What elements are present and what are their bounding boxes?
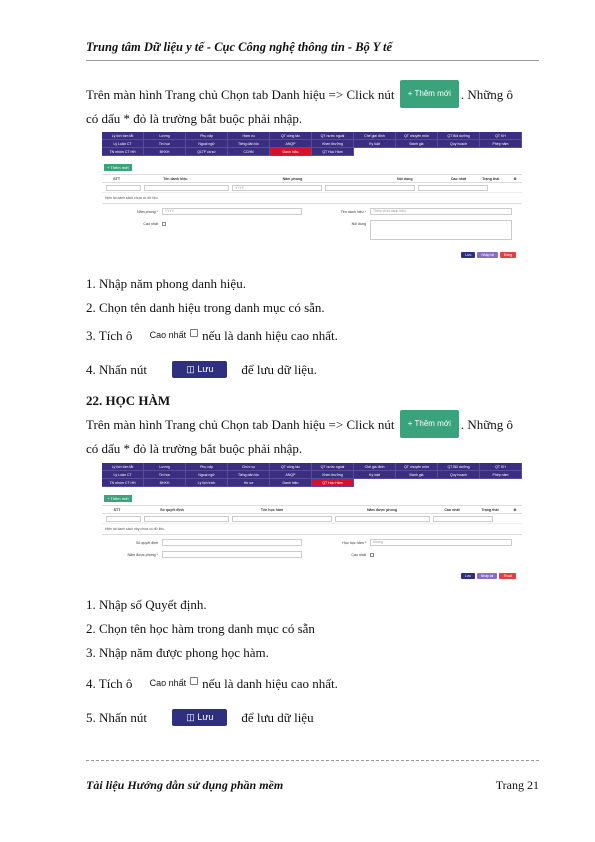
label-name: Tên danh hiệu * bbox=[340, 210, 366, 214]
column-header: Tên học hàm bbox=[260, 507, 284, 512]
tab-empty bbox=[480, 148, 522, 156]
empty-message: Hiện tại danh sách chưa có dữ liệu. bbox=[102, 193, 522, 204]
tab-0-4[interactable]: QT công tác bbox=[270, 132, 312, 140]
tab-0-4[interactable]: QT công tác bbox=[270, 463, 312, 471]
label-year: Năm phong * bbox=[137, 210, 158, 214]
save-button[interactable]: Lưu bbox=[461, 573, 475, 579]
table-header bbox=[102, 174, 522, 183]
column-header: Nội dung bbox=[397, 176, 413, 181]
tab-empty bbox=[396, 148, 438, 156]
year-input[interactable]: YYYY bbox=[162, 208, 302, 215]
tab-0-2[interactable]: Phụ cấp bbox=[186, 463, 228, 471]
filter-box[interactable] bbox=[325, 185, 415, 191]
screenshot-hoc-ham bbox=[102, 463, 522, 588]
tab-2-3[interactable]: CCHN bbox=[228, 148, 270, 156]
step-4-after: để lưu dữ liệu. bbox=[241, 362, 317, 377]
intro-text-after: . Những ô bbox=[460, 417, 514, 432]
form-area bbox=[102, 204, 522, 264]
footer-doc-title: Tài liệu Hướng dẫn sử dụng phần mềm bbox=[86, 778, 284, 792]
step-4-text: 4. Nhấn nút bbox=[86, 362, 148, 377]
tab-1-4[interactable]: ANQP bbox=[270, 140, 312, 148]
page-header: Trung tâm Dữ liệu y tế - Cục Công nghệ thông tin - Bộ Y tế bbox=[86, 40, 393, 54]
column-header: Tên danh hiệu bbox=[163, 176, 188, 181]
add-new-button[interactable]: + Thêm mới bbox=[400, 80, 459, 108]
tab-1-1[interactable]: Tin học bbox=[144, 140, 186, 148]
tab-0-9[interactable]: QT KH bbox=[480, 463, 522, 471]
tab-1-5[interactable]: Khen thưởng bbox=[312, 471, 354, 479]
label-highest: Cao nhất bbox=[351, 553, 366, 557]
content-textarea[interactable] bbox=[370, 220, 512, 240]
tab-empty bbox=[354, 479, 396, 487]
intro-text: Trên màn hình Trang chủ Chọn tab Danh hiệu => Click nút bbox=[86, 87, 395, 102]
filter-box[interactable] bbox=[144, 185, 229, 191]
highest-checkbox[interactable] bbox=[162, 222, 166, 226]
tab-1-3[interactable]: Tiếng dân tộc bbox=[228, 471, 270, 479]
mini-add-button[interactable]: + Thêm mới bbox=[104, 495, 132, 502]
empty-message: Hiện tại danh sách này chưa có dữ liệu. bbox=[102, 524, 522, 535]
table-filter-row bbox=[102, 514, 522, 524]
step-3 bbox=[86, 328, 338, 344]
step-3-after: nếu là danh hiệu cao nhất. bbox=[202, 328, 338, 343]
step-1: 1. Nhập năm phong danh hiệu. bbox=[86, 276, 246, 291]
name-select[interactable]: Thêm chọn danh hiệu bbox=[370, 208, 512, 215]
save-button[interactable] bbox=[172, 709, 227, 726]
table-filter-row bbox=[102, 183, 522, 193]
tab-1-0[interactable]: Lý Luận CT bbox=[102, 140, 144, 148]
tab-2-1[interactable]: BHXH bbox=[144, 148, 186, 156]
tab-1-1[interactable]: Tin học bbox=[144, 471, 186, 479]
tab-1-2[interactable]: Ngoại ngữ bbox=[186, 140, 228, 148]
form-actions bbox=[461, 252, 516, 258]
tab-0-9[interactable]: QT KH bbox=[480, 132, 522, 140]
page-number: Trang 21 bbox=[495, 778, 539, 792]
section2-intro bbox=[86, 410, 539, 460]
tab-0-6[interactable]: Chế gia đình bbox=[354, 463, 396, 471]
tab-navigation bbox=[102, 463, 522, 487]
tab-2-3[interactable]: Hồ sơ bbox=[228, 479, 270, 487]
tab-0-8[interactable]: QT BD dưỡng bbox=[438, 463, 480, 471]
tab-0-1[interactable]: Lương bbox=[144, 463, 186, 471]
tab-0-5[interactable]: QT nước ngoài bbox=[312, 132, 354, 140]
step-2: 2. Chọn tên danh hiệu trong danh mục có sẵn. bbox=[86, 300, 325, 315]
add-new-button[interactable]: + Thêm mới bbox=[400, 410, 459, 438]
step-2: 2. Chọn tên học hàm trong danh mục có sẵn bbox=[86, 621, 315, 636]
tab-0-7[interactable]: QT chuyên môn bbox=[396, 463, 438, 471]
column-header: Cao nhất bbox=[450, 176, 467, 181]
filter-box[interactable] bbox=[335, 516, 430, 522]
filter-box[interactable] bbox=[433, 516, 493, 522]
label-name: Học học hàm * bbox=[342, 541, 366, 545]
floppy-icon: ◫ bbox=[186, 364, 195, 374]
filter-box[interactable] bbox=[232, 516, 332, 522]
tab-1-4[interactable]: ANQP bbox=[270, 471, 312, 479]
step-3: 3. Nhập năm được phong học hàm. bbox=[86, 645, 269, 660]
tab-1-2[interactable]: Ngoại ngữ bbox=[186, 471, 228, 479]
save-label: Lưu bbox=[197, 364, 214, 374]
step-3-text: 3. Tích ô bbox=[86, 328, 133, 343]
settings-icon[interactable]: ⚙ bbox=[513, 507, 517, 512]
tab-0-8[interactable]: QT Bồi dưỡng bbox=[438, 132, 480, 140]
column-header: Năm được phong bbox=[366, 507, 398, 512]
exit-button[interactable]: Thoát bbox=[499, 573, 516, 579]
tab-1-9[interactable]: Phép năm bbox=[480, 140, 522, 148]
screenshot-danh-hieu bbox=[102, 132, 522, 268]
filter-box[interactable] bbox=[106, 516, 141, 522]
close-button[interactable]: Đóng bbox=[500, 252, 516, 258]
column-header: Số quyết định bbox=[160, 507, 184, 512]
column-header: Trạng thái bbox=[481, 507, 499, 512]
decision-input[interactable] bbox=[162, 539, 302, 546]
header-divider bbox=[86, 60, 539, 61]
filter-year[interactable]: YYYY bbox=[232, 185, 322, 191]
column-header: Năm phong bbox=[282, 176, 303, 181]
highest-checkbox[interactable] bbox=[370, 553, 374, 557]
step-5-text: 5. Nhấn nút bbox=[86, 710, 148, 725]
footer-divider bbox=[86, 760, 539, 761]
tab-navigation bbox=[102, 132, 522, 156]
filter-box[interactable] bbox=[106, 185, 141, 191]
tab-0-3[interactable]: Hàm vụ bbox=[228, 132, 270, 140]
intro-text-after: . Những ô bbox=[460, 87, 514, 102]
highest-checkbox-icon[interactable] bbox=[190, 329, 198, 337]
step-4 bbox=[86, 361, 317, 378]
tab-2-5[interactable]: QT Học Hàm bbox=[312, 148, 354, 156]
year-input[interactable] bbox=[162, 551, 302, 558]
label-decision: Số quyết định bbox=[136, 541, 158, 545]
mini-add-button[interactable]: + Thêm mới bbox=[104, 164, 132, 171]
tab-1-5[interactable]: Khen thưởng bbox=[312, 140, 354, 148]
tab-2-4[interactable]: Danh hiệu bbox=[270, 479, 312, 487]
highest-checkbox-icon[interactable] bbox=[190, 677, 198, 685]
column-header: Trạng thái bbox=[482, 176, 500, 181]
tab-1-7[interactable]: Đánh giá bbox=[396, 140, 438, 148]
tab-0-3[interactable]: Chức vụ bbox=[228, 463, 270, 471]
tab-1-3[interactable]: Tiếng dân tộc bbox=[228, 140, 270, 148]
reset-button[interactable]: Nhập lại bbox=[477, 573, 497, 579]
section1-intro bbox=[86, 80, 539, 130]
save-label: Lưu bbox=[197, 712, 214, 722]
tab-0-7[interactable]: QT chuyên môn bbox=[396, 132, 438, 140]
column-header: STT bbox=[113, 176, 121, 181]
step-4-text: 4. Tích ô bbox=[86, 676, 133, 691]
tab-1-0[interactable]: Lý Luận CT bbox=[102, 471, 144, 479]
step-5 bbox=[86, 709, 314, 726]
settings-icon[interactable]: ⚙ bbox=[513, 176, 517, 181]
tab-2-1[interactable]: BHXH bbox=[144, 479, 186, 487]
save-button[interactable]: Lưu bbox=[461, 252, 475, 258]
tab-1-8[interactable]: Quy hoạch bbox=[438, 471, 480, 479]
tab-0-1[interactable]: Lương bbox=[144, 132, 186, 140]
intro-line2: có dấu * đỏ là trường bắt buộc phải nhập. bbox=[86, 441, 303, 456]
tab-empty bbox=[354, 148, 396, 156]
tab-2-0[interactable]: TN nhóm CT HH bbox=[102, 148, 144, 156]
tab-empty bbox=[438, 479, 480, 487]
tab-0-6[interactable]: Chế giai đình bbox=[354, 132, 396, 140]
save-button[interactable] bbox=[172, 361, 227, 378]
filter-box[interactable] bbox=[418, 185, 488, 191]
column-header: Cao nhất bbox=[444, 507, 460, 512]
tab-2-2[interactable]: Lý lịch trích bbox=[186, 479, 228, 487]
step-1: 1. Nhập số Quyết định. bbox=[86, 597, 207, 612]
form-area bbox=[102, 535, 522, 587]
checkbox-label: Cao nhất bbox=[149, 678, 187, 688]
tab-empty bbox=[396, 479, 438, 487]
step-5-after: để lưu dữ liệu bbox=[241, 710, 314, 725]
floppy-icon: ◫ bbox=[186, 712, 195, 722]
form-actions bbox=[461, 573, 516, 579]
name-select[interactable]: Không bbox=[370, 539, 512, 546]
intro-line2: có dấu * đỏ là trường bắt buộc phải nhập. bbox=[86, 111, 303, 126]
tab-2-5[interactable]: QT Học Hàm bbox=[312, 479, 354, 487]
label-content: Nội dung bbox=[351, 222, 366, 226]
tab-1-6[interactable]: Kỷ luật bbox=[354, 140, 396, 148]
tab-2-0[interactable]: TN nhóm CT HH bbox=[102, 479, 144, 487]
reset-button[interactable]: Nhập lại bbox=[477, 252, 497, 258]
tab-0-0[interactable]: Lý lịch tóm tắt bbox=[102, 132, 144, 140]
tab-2-4[interactable]: Danh hiệu bbox=[270, 148, 312, 156]
step-4-after: nếu là danh hiệu cao nhất. bbox=[202, 676, 338, 691]
label-highest: Cao nhất bbox=[143, 222, 158, 226]
table-header bbox=[102, 505, 522, 514]
step-4 bbox=[86, 676, 338, 692]
label-year: Năm được phong * bbox=[127, 553, 158, 557]
section-title: 22. HỌC HÀM bbox=[86, 393, 171, 408]
tab-0-5[interactable]: QT nước ngoài bbox=[312, 463, 354, 471]
tab-1-8[interactable]: Quy hoạch bbox=[438, 140, 480, 148]
filter-box[interactable] bbox=[144, 516, 229, 522]
intro-text: Trên màn hình Trang chủ Chọn tab Danh hiệu => Click nút bbox=[86, 417, 395, 432]
tab-1-7[interactable]: Đánh giá bbox=[396, 471, 438, 479]
tab-1-9[interactable]: Phép năm bbox=[480, 471, 522, 479]
tab-2-2[interactable]: QLTP cá sư bbox=[186, 148, 228, 156]
tab-1-6[interactable]: Kỷ luật bbox=[354, 471, 396, 479]
tab-0-2[interactable]: Phụ cấp bbox=[186, 132, 228, 140]
tab-empty bbox=[438, 148, 480, 156]
column-header: STT bbox=[113, 507, 121, 512]
checkbox-label: Cao nhất bbox=[149, 330, 187, 340]
tab-empty bbox=[480, 479, 522, 487]
tab-0-0[interactable]: Lý lịch tóm tắt bbox=[102, 463, 144, 471]
